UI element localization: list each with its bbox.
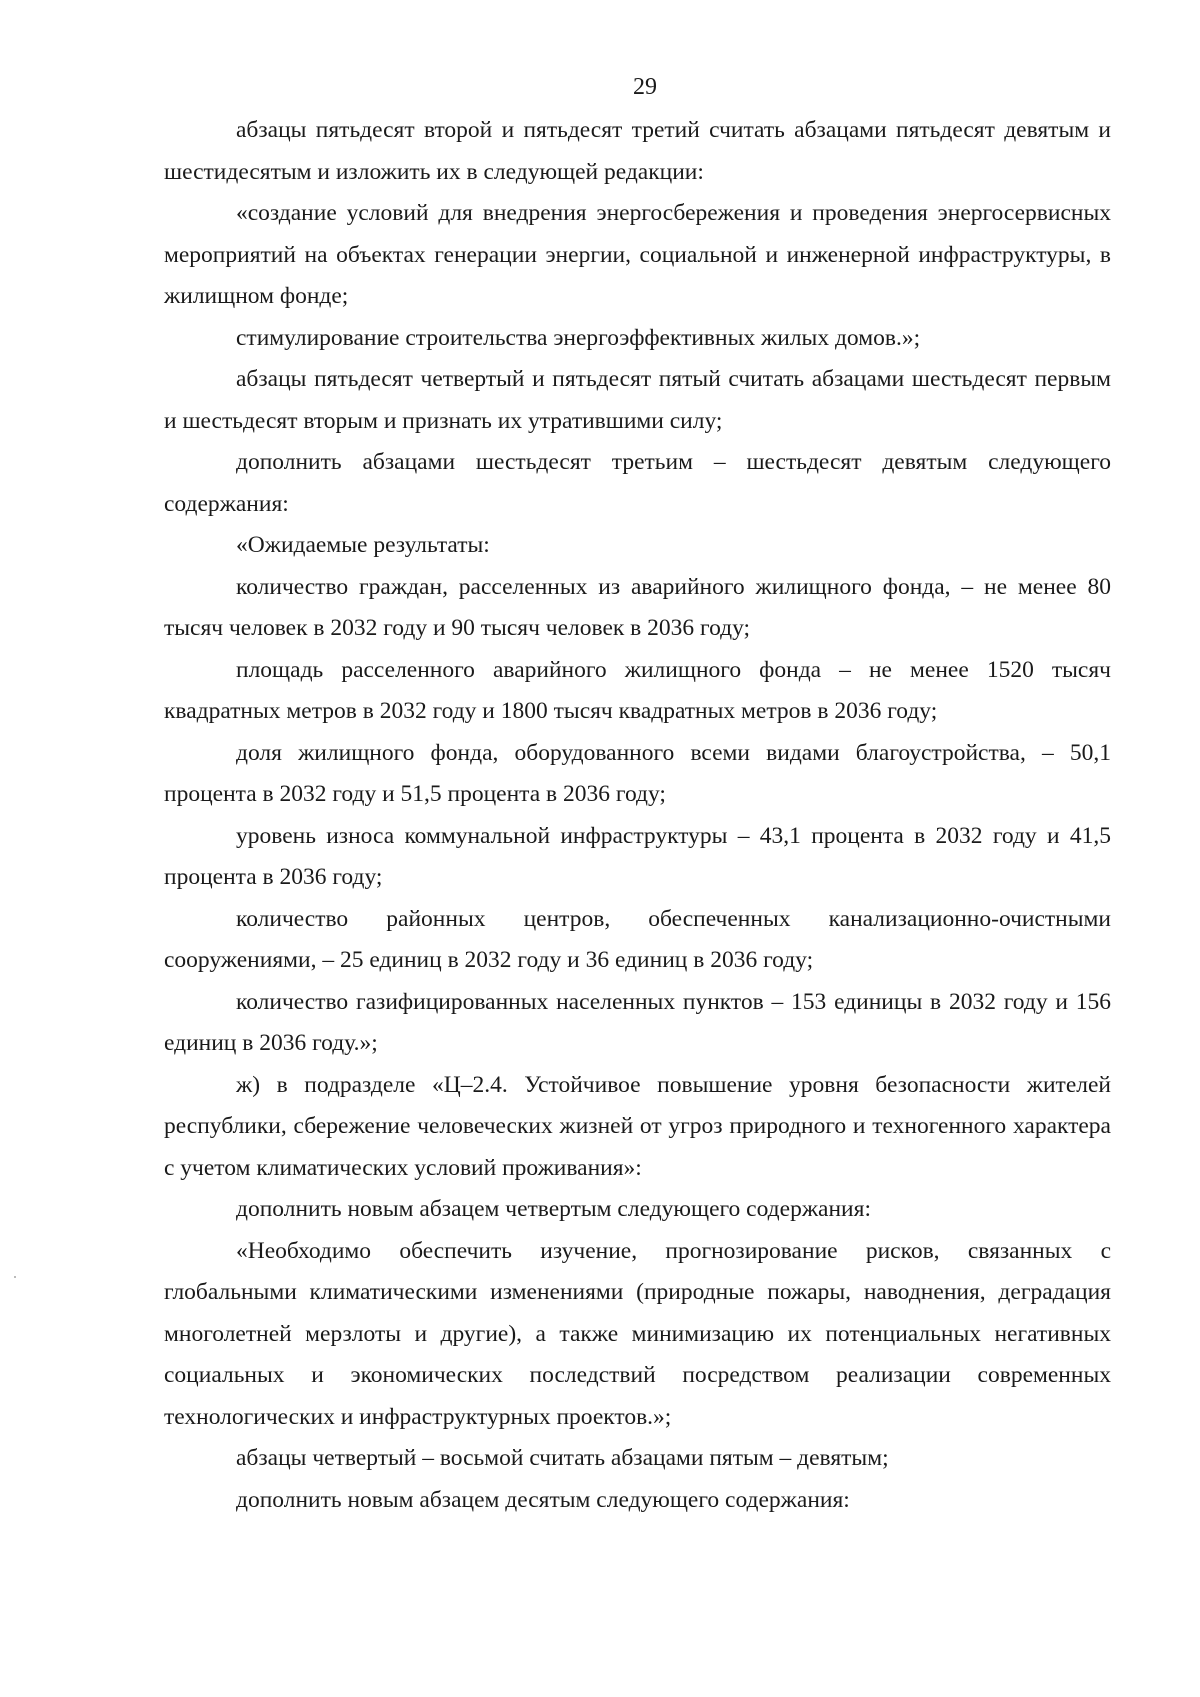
paragraph: «создание условий для внедрения энергосбережения и проведения энергосервисных мероприятий на объектах генерации энергии, социальной и инженерной инфраструктуры, в жилищном фонде;	[164, 200, 1111, 309]
paragraph: ж) в подразделе «Ц–2.4. Устойчивое повышение уровня безопасности жителей республики, сбережение человеческих жизней от угроз природного и техногенного характера с учетом климатических условий проживания»:	[164, 1071, 1111, 1181]
paragraph: абзацы четвертый – восьмой считать абзацами пятым – девятым;	[236, 1445, 889, 1471]
paragraph: дополнить новым абзацем десятым следующего содержания:	[236, 1486, 850, 1513]
page-number: 29	[633, 74, 657, 100]
paragraph: доля жилищного фонда, оборудованного всеми видами благоустройства, – 50,1 процента в 2032 году и 51,5 процента в 2036 году;	[164, 739, 1111, 807]
paragraph: количество районных центров, обеспеченных канализационно-очистными сооружениями, – 25 единиц в 2032 году и 36 единиц в 2036 году;	[164, 905, 1111, 973]
paragraph: площадь расселенного аварийного жилищного фонда – не менее 1520 тысяч квадратных метров в 2032 году и 1800 тысяч квадратных метров в 2036 году;	[164, 656, 1111, 724]
paragraph: стимулирование строительства энергоэффективных жилых домов.»;	[236, 324, 921, 351]
paragraph: количество газифицированных населенных пунктов – 153 единицы в 2032 году и 156 единиц в 2036 году.»;	[164, 988, 1111, 1056]
paragraph: количество граждан, расселенных из аварийного жилищного фонда, – не менее 80 тысяч человек в 2032 году и 90 тысяч человек в 2036 году;	[164, 573, 1111, 641]
paragraph: уровень износа коммунальной инфраструктуры – 43,1 процента в 2032 году и 41,5 процента в 2036 году;	[164, 822, 1111, 890]
paragraph: «Ожидаемые результаты:	[236, 532, 490, 558]
paragraph: дополнить абзацами шестьдесят третьим – шестьдесят девятым следующего содержания:	[164, 449, 1111, 517]
paragraph: абзацы пятьдесят второй и пятьдесят третий считать абзацами пятьдесят девятым и шестидесятым и изложить их в следующей редакции:	[164, 117, 1111, 185]
paragraph: дополнить новым абзацем четвертым следующего содержания:	[236, 1196, 871, 1222]
paragraph: «Необходимо обеспечить изучение, прогнозирование рисков, связанных с глобальными климатическими изменениями (природные пожары, наводнения, деградация многолетней мерзлоты и другие), а также минимизацию их потенциальных негативных социальных и экономических последствий посредством реализации современных технологических и инфраструктурных проектов.»;	[164, 1237, 1111, 1430]
paragraph: абзацы пятьдесят четвертый и пятьдесят пятый считать абзацами шестьдесят первым и шестьдесят вторым и признать их утратившими силу;	[164, 366, 1111, 434]
scan-speck	[14, 1276, 16, 1278]
document-body	[164, 110, 1111, 1521]
